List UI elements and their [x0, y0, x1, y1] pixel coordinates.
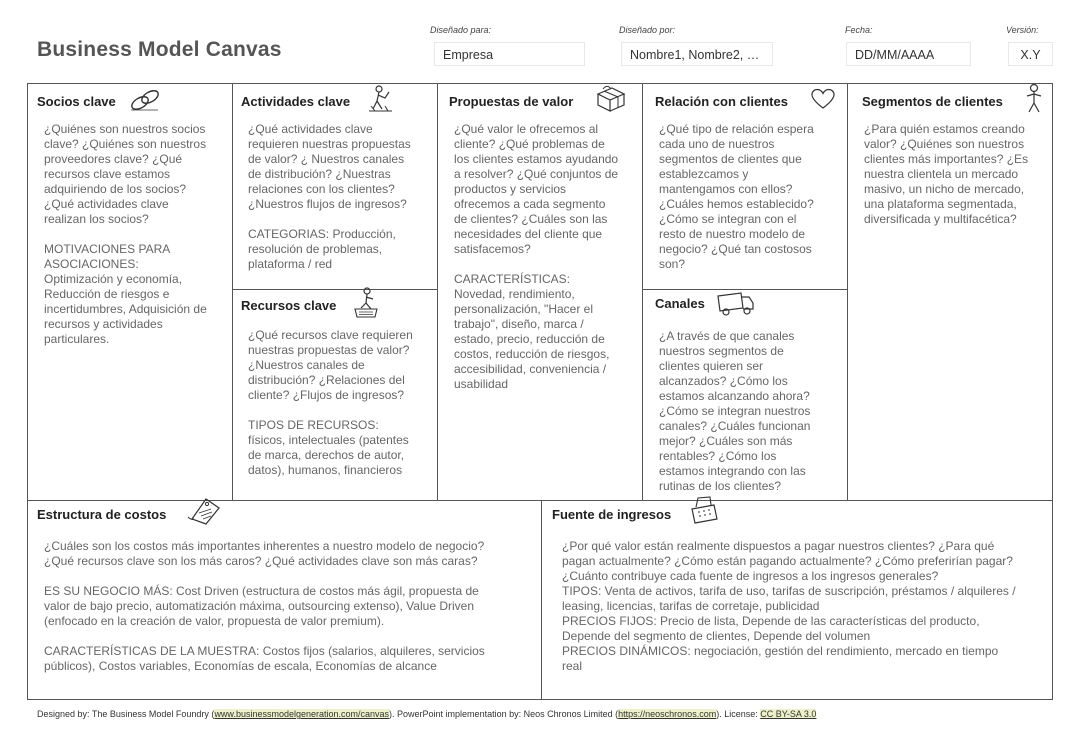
block-relacion-clientes[interactable]: [643, 84, 847, 289]
block-title: Estructura de costos: [37, 507, 167, 522]
footer-credits: [37, 709, 816, 719]
block-propuestas-valor[interactable]: [438, 84, 642, 500]
block-text: ¿A través de que canales nuestros segmentos de clientes quieren ser alcanzados? ¿Cómo los estamos alcanzando ahora? ¿Cómo se integran nuestros canales? ¿Cuáles funcionan mejor? ¿Cuáles son más rentables? ¿Cómo los estamos integrando con las rutinas de los clientes?: [659, 329, 811, 493]
block-socios-clave[interactable]: [28, 84, 232, 500]
footer-prefix: Designed by: The Business Model Foundry (: [37, 709, 215, 719]
version-field[interactable]: X.Y: [1008, 42, 1053, 66]
block-segmentos-clientes[interactable]: [848, 84, 1052, 500]
footer-suffix: ). License:: [716, 709, 761, 719]
block-title: Actividades clave: [241, 94, 351, 109]
block-actividades-clave[interactable]: [233, 84, 437, 289]
block-text: ¿Qué recursos clave requieren nuestras propuestas de valor? ¿Nuestros canales de distribución? ¿Relaciones del cliente? ¿Flujos de ingresos? TIPOS DE RECURSOS: físicos, intelectuales (patentes de marca, derechos de autor, datos), humanos, financieros: [248, 328, 413, 477]
truck-icon: [715, 288, 755, 318]
block-text: ¿Qué actividades clave requieren nuestras propuestas de valor? ¿ Nuestros canales de distribución? ¿Nuestras relaciones con los clientes? ¿Nuestros flujos de ingresos? CATEGORIAS: Producción, resolución de problemas, plataforma / red: [248, 122, 411, 271]
block-canales[interactable]: [643, 290, 847, 500]
designed-by-field[interactable]: Nombre1, Nombre2, …: [621, 42, 773, 66]
person-icon: [1022, 82, 1046, 114]
factory-worker-icon: [351, 286, 381, 320]
designed-for-label: Diseñado para:: [430, 25, 492, 35]
block-text: ¿Cuáles son los costos más importantes inherentes a nuestro modelo de negocio? ¿Qué recursos clave son los más caros? ¿Qué actividades clave son más caras? ES SU NEGOCIO MÁS: Cost Driven (estructura de costos más ágil, propuesta de valor de bajo precio, automatización máxima, outsourcing extenso), Value Driven (enfocado en la creación de valor, propuesta de valor premium). CARACTERÍSTICAS DE LA MUESTRA: Costos fijos (salarios, alquileres, servicios públicos), Costos variables, Economías de escala, Economías de alcance: [44, 539, 485, 673]
footer-middle: ). PowerPoint implementation by: Neos Chronos Limited (: [389, 709, 619, 719]
block-text: ¿Por qué valor están realmente dispuestos a pagar nuestros clientes? ¿Para qué pagan actualmente? ¿Cómo están pagando actualmente? ¿Cómo preferirían pagar? ¿Cuánto contribuye cada fuente de ingresos a los ingresos generales? TIPOS: Venta de activos, tarifa de uso, tarifas de suscripción, préstamos / alquileres / leasing, licencias, tarifas de corretaje, publicidad PRECIOS FIJOS: Precio de lista, Depende de las características del producto, Depende del segmento de clientes, Depende del volumen PRECIOS DINÁMICOS: negociación, gestión del rendimiento, mercado en tiempo real: [562, 539, 1016, 673]
block-title: Recursos clave: [241, 298, 337, 313]
block-text: ¿Para quién estamos creando valor? ¿Quiénes son nuestros clientes más importantes? ¿Es nuestra clientela un mercado masivo, un nicho de mercado, una plataforma segmentada, diversificada y multifacética?: [864, 122, 1029, 226]
version-label: Versión:: [1006, 25, 1039, 35]
block-text: ¿Qué valor le ofrecemos al cliente? ¿Qué problemas de los clientes estamos ayudando a resolver? ¿Qué conjuntos de productos y servicios ofrecemos a cada segmento de clientes? ¿Cuáles son las necesidades del cliente que satisfacemos? CARACTERÍSTICAS: Novedad, rendimiento, personalización, "Hacer el trabajo", diseño, marca / estado, precio, reducción de costos, reducción de riesgos, accesibilidad, conveniencia / usabilidad: [454, 122, 619, 391]
block-text: ¿Qué tipo de relación espera cada uno de nuestros segmentos de clientes que establezcamos y mantengamos con ellos? ¿Cuáles hemos establecido? ¿Cómo se integran con el resto de nuestro modelo de negocio? ¿Qué tan costosos son?: [659, 122, 814, 271]
block-estructura-costos[interactable]: [28, 501, 541, 699]
designed-for-field[interactable]: Empresa: [434, 42, 585, 66]
designed-by-label: Diseñado por:: [619, 25, 676, 35]
chain-link-icon: [128, 86, 162, 114]
block-title: Canales: [655, 296, 705, 311]
block-title: Segmentos de clientes: [862, 94, 1003, 109]
page-title: Business Model Canvas: [37, 38, 282, 61]
neos-chronos-link[interactable]: https://neoschronos.com: [618, 709, 717, 719]
cash-register-icon: [686, 495, 722, 527]
block-title: Propuestas de valor: [449, 94, 574, 109]
price-tag-icon: [186, 495, 222, 527]
block-title: Socios clave: [37, 94, 116, 109]
heart-icon: [811, 88, 835, 110]
date-field[interactable]: DD/MM/AAAA: [846, 42, 971, 66]
block-title: Relación con clientes: [655, 94, 788, 109]
license-link[interactable]: CC BY-SA 3.0: [760, 709, 817, 719]
canvas-board: [27, 83, 1053, 700]
gift-icon: [594, 84, 628, 114]
block-fuente-ingresos[interactable]: [542, 501, 1052, 699]
worker-icon: [365, 84, 395, 114]
block-text: ¿Quiénes son nuestros socios clave? ¿Quiénes son nuestros proveedores clave? ¿Qué recursos clave estamos adquiriendo de los socios? ¿Qué actividades clave realizan los socios? MOTIVACIONES PARA ASOCIACIONES: Optimización y economía, Reducción de riesgos e incertidumbres, Adquisición de recursos y actividades particulares.: [44, 122, 207, 346]
block-title: Fuente de ingresos: [552, 507, 672, 522]
business-model-generation-link[interactable]: www.businessmodelgeneration.com/canvas: [214, 709, 390, 719]
block-recursos-clave[interactable]: [233, 290, 437, 500]
date-label: Fecha:: [845, 25, 873, 35]
